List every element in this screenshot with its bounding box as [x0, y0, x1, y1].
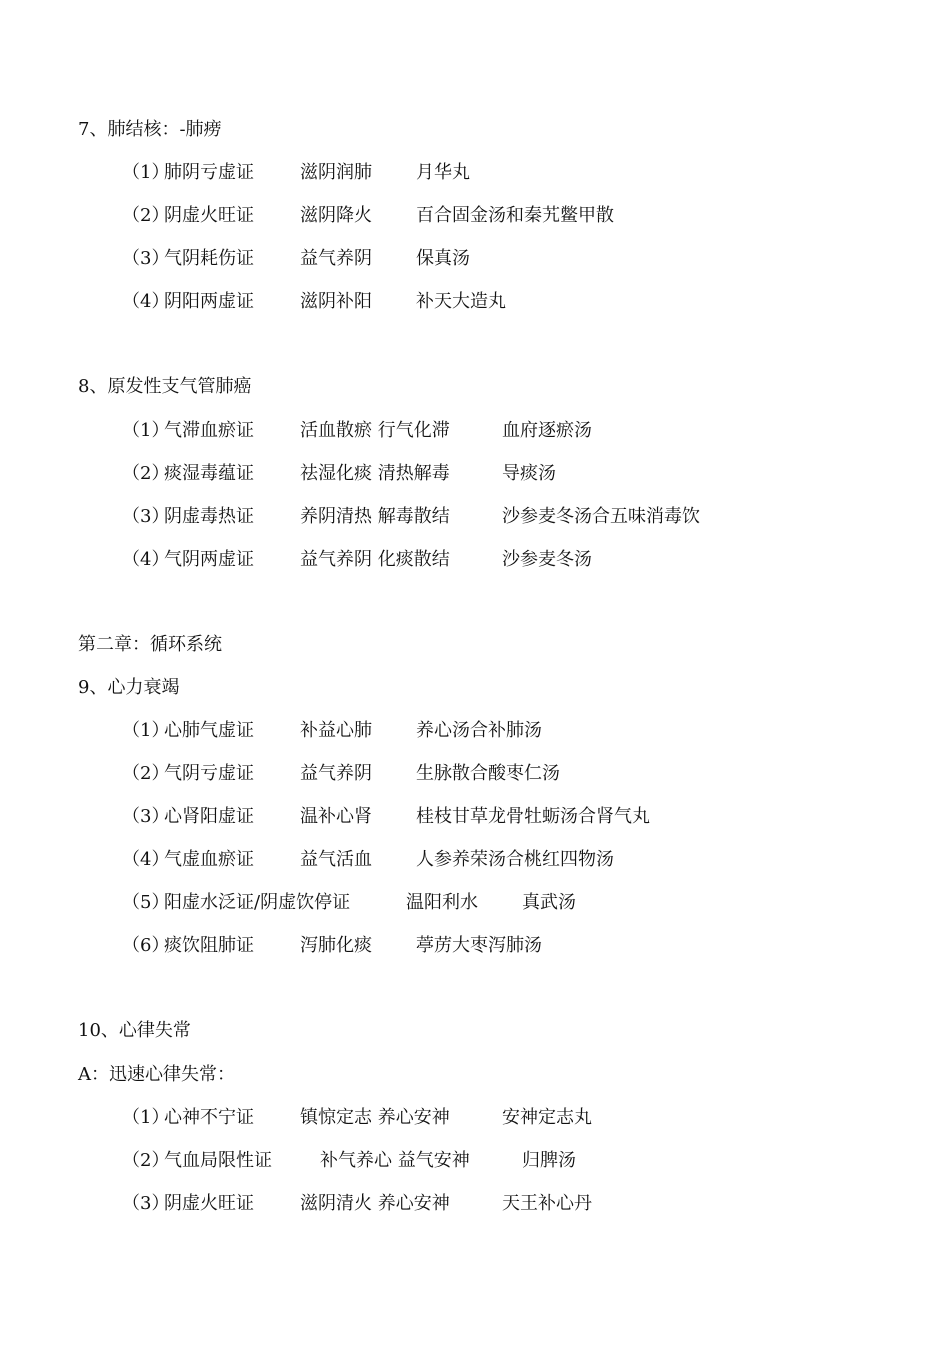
item-number: （1） [122, 1107, 170, 1128]
item-number: （3） [122, 506, 170, 527]
formula: 补天大造丸 [416, 291, 506, 312]
syndrome: 气阴亏虚证 [164, 763, 254, 784]
section-title: 9、心力衰竭 [78, 677, 180, 698]
formula: 真武汤 [522, 892, 576, 913]
formula: 导痰汤 [502, 463, 556, 484]
section-title: 8、原发性支气管肺癌 [78, 376, 252, 397]
treatment-method: 益气养阴 化痰散结 [300, 549, 450, 570]
formula: 沙参麦冬汤 [502, 549, 592, 570]
section-title: 7、肺结核：-肺痨 [78, 119, 222, 140]
treatment-method: 祛湿化痰 清热解毒 [300, 463, 450, 484]
formula: 桂枝甘草龙骨牡蛎汤合肾气丸 [416, 806, 650, 827]
syndrome: 心肾阳虚证 [164, 806, 254, 827]
syndrome: 心神不宁证 [164, 1107, 254, 1128]
syndrome: 痰湿毒蕴证 [164, 463, 254, 484]
formula: 天王补心丹 [502, 1193, 592, 1214]
syndrome: 气虚血瘀证 [164, 849, 254, 870]
item-number: （2） [122, 1150, 170, 1171]
formula: 血府逐瘀汤 [502, 420, 592, 441]
treatment-method: 益气活血 [300, 849, 372, 870]
treatment-method: 滋阴降火 [300, 205, 372, 226]
formula: 安神定志丸 [502, 1107, 592, 1128]
item-number: （2） [122, 763, 170, 784]
item-number: （2） [122, 463, 170, 484]
syndrome: 气血局限性证 [164, 1150, 272, 1171]
treatment-method: 益气养阴 [300, 248, 372, 269]
formula: 归脾汤 [522, 1150, 576, 1171]
formula: 养心汤合补肺汤 [416, 720, 542, 741]
formula: 月华丸 [416, 162, 470, 183]
treatment-method: 滋阴清火 养心安神 [300, 1193, 450, 1214]
syndrome: 阴阳两虚证 [164, 291, 254, 312]
item-number: （3） [122, 1193, 170, 1214]
formula: 沙参麦冬汤合五味消毒饮 [502, 506, 700, 527]
treatment-method: 滋阴润肺 [300, 162, 372, 183]
item-number: （1） [122, 420, 170, 441]
syndrome: 阴虚火旺证 [164, 1193, 254, 1214]
syndrome: 阳虚水泛证/阴虚饮停证 [164, 892, 351, 913]
formula: 保真汤 [416, 248, 470, 269]
formula: 人参养荣汤合桃红四物汤 [416, 849, 614, 870]
subsection-title: A：迅速心律失常： [78, 1064, 235, 1085]
treatment-method: 滋阴补阳 [300, 291, 372, 312]
item-number: （4） [122, 291, 170, 312]
treatment-method: 温阳利水 [406, 892, 478, 913]
syndrome: 气阴耗伤证 [164, 248, 254, 269]
item-number: （5） [122, 892, 170, 913]
syndrome: 肺阴亏虚证 [164, 162, 254, 183]
formula: 生脉散合酸枣仁汤 [416, 763, 560, 784]
treatment-method: 泻肺化痰 [300, 935, 372, 956]
treatment-method: 温补心肾 [300, 806, 372, 827]
item-number: （3） [122, 248, 170, 269]
syndrome: 阴虚火旺证 [164, 205, 254, 226]
item-number: （1） [122, 162, 170, 183]
item-number: （6） [122, 935, 170, 956]
item-number: （2） [122, 205, 170, 226]
item-number: （1） [122, 720, 170, 741]
syndrome: 气滞血瘀证 [164, 420, 254, 441]
syndrome: 痰饮阻肺证 [164, 935, 254, 956]
chapter-title: 第二章：循环系统 [78, 634, 222, 655]
treatment-method: 活血散瘀 行气化滞 [300, 420, 450, 441]
treatment-method: 补气养心 益气安神 [320, 1150, 470, 1171]
syndrome: 心肺气虚证 [164, 720, 254, 741]
syndrome: 气阴两虚证 [164, 549, 254, 570]
syndrome: 阴虚毒热证 [164, 506, 254, 527]
treatment-method: 养阴清热 解毒散结 [300, 506, 450, 527]
treatment-method: 镇惊定志 养心安神 [300, 1107, 450, 1128]
item-number: （4） [122, 549, 170, 570]
item-number: （4） [122, 849, 170, 870]
treatment-method: 益气养阴 [300, 763, 372, 784]
section-title: 10、心律失常 [78, 1020, 191, 1041]
treatment-method: 补益心肺 [300, 720, 372, 741]
item-number: （3） [122, 806, 170, 827]
formula: 百合固金汤和秦艽鳖甲散 [416, 205, 614, 226]
formula: 葶苈大枣泻肺汤 [416, 935, 542, 956]
